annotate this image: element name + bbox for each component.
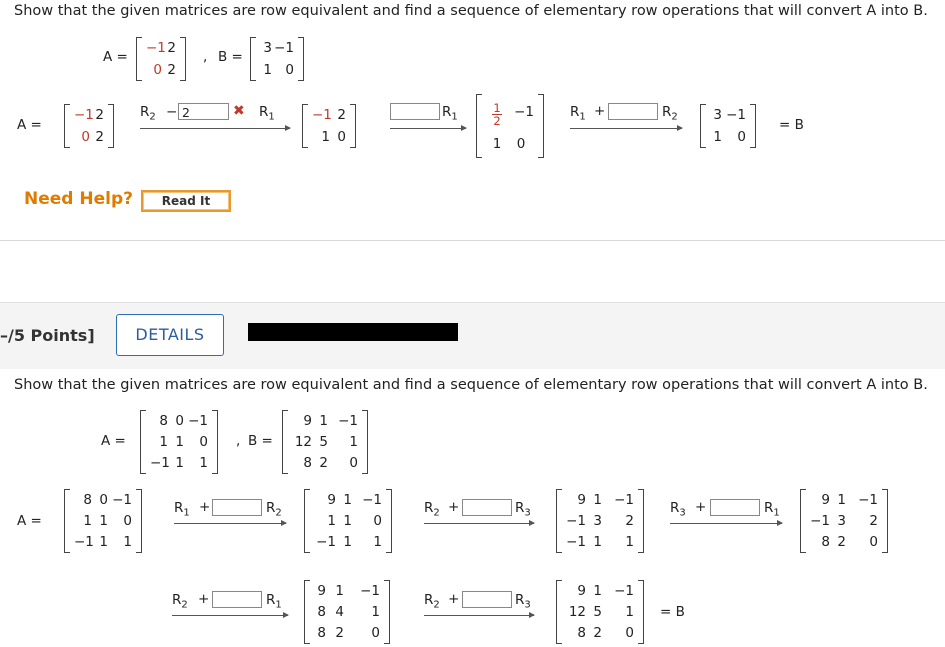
cell: 1 [593,491,602,508]
cell: −1 [614,582,634,599]
cell: 1 [159,433,168,450]
cell: −1 [74,534,94,551]
cell: 0 [373,512,382,529]
p1-op1-minus: − [166,104,178,120]
cell: 9 [327,491,336,508]
cell: 1 [199,455,208,472]
cell: 9 [317,582,326,599]
cell: −1 [274,40,294,56]
arrow-icon [570,128,682,129]
cell: 8 [317,603,326,620]
divider [0,240,945,241]
p2-op4-r2: $R_2$ [172,592,188,611]
cell: 1 [99,512,108,529]
cell: 3 [713,107,722,123]
cell: 2 [335,625,344,642]
cell: 8 [821,534,830,551]
p2-op1-input[interactable] [212,499,262,516]
cell: 0 [99,491,108,508]
redaction-bar [248,323,458,341]
cell: 1 [343,534,352,551]
cell: 12 [294,433,312,450]
p2-chain-start-matrix [64,489,142,553]
p2-op4-r1: $R_1$ [266,592,282,611]
cell: 1 [837,491,846,508]
p1-chain-a-label: A = [17,117,42,133]
cell: −1 [858,491,878,508]
cell: −1 [360,582,380,599]
cell: 1 [593,582,602,599]
cell: 0 [175,412,184,429]
cell: −1 [726,107,746,123]
p2-matrix-a [140,410,218,474]
cell: 2 [869,512,878,529]
cell: 4 [335,603,344,620]
cell: 1 [175,455,184,472]
arrow-icon [424,523,534,524]
p2-op5-plus: + [448,591,460,607]
arrow-icon [670,523,782,524]
p2-op2-input[interactable] [462,499,512,516]
p1-op3-r1: $R_1$ [570,104,586,123]
cell: 0 [625,625,634,642]
cell: 8 [83,491,92,508]
p2-chain-m3 [800,489,888,553]
p1-chain-m2 [476,94,544,158]
cell: 2 [593,625,602,642]
cell: 9 [577,491,586,508]
p1-op2-r1: $R_1$ [442,104,458,123]
cell: −1 [566,512,586,529]
p2-op5-r2: $R_2$ [424,592,440,611]
p1-op1-input[interactable]: 2 [178,103,229,120]
p1-comma: , [203,49,208,65]
cell: 0 [285,62,294,78]
p2-op4-plus: + [198,591,210,607]
cell: 8 [317,625,326,642]
cell: 0 [516,136,526,153]
arrow-icon [174,523,286,524]
read-it-button[interactable]: Read It [141,190,231,212]
cell: 1 [319,412,328,429]
cell: 1 [321,129,330,145]
cell: 0 [81,129,90,145]
p2-equals-b: = B [660,604,685,620]
cell: 2 [95,129,104,145]
cell: 1 [99,534,108,551]
p2-op2-r2: $R_2$ [424,500,440,519]
cell: 8 [303,455,312,472]
p2-op1-plus: + [199,499,211,515]
cell: 1 [335,582,344,599]
cell: 0 [371,625,380,642]
cell: 0 [349,455,358,472]
p2-chain-a-label: A = [17,513,42,529]
cell: 0 [153,62,162,78]
p2-op5-r3: $R_3$ [515,592,531,611]
cell: 1 [371,603,380,620]
cell: 1 [123,534,132,551]
cell: −1 [362,491,382,508]
p2-op3-input[interactable] [710,499,760,516]
cell: 0 [337,129,346,145]
cell: −1 [146,40,166,56]
cell: −1 [316,534,336,551]
p1-chain-m3 [700,104,756,148]
arrow-icon [140,128,290,129]
cell: $\frac{1}{2}$ [493,100,501,128]
cell: 9 [303,412,312,429]
cell: −1 [188,412,208,429]
details-button[interactable]: DETAILS [116,314,224,356]
p1-chain-start-matrix [64,104,114,148]
arrow-icon [390,128,466,129]
p2-a-label: A = [101,433,126,449]
p1-equals-b: = B [779,117,804,133]
p1-op1-r1: $R_1$ [259,104,275,123]
cell: 2 [95,107,104,123]
cell: 2 [167,40,176,56]
need-help-label: Need Help? [24,189,133,209]
p2-op1-r2: $R_2$ [266,500,282,519]
cell: −1 [514,104,534,121]
p1-op1-r2: $R_2$ [140,104,156,123]
p2-op3-r3: $R_3$ [670,500,686,519]
cell: −1 [150,455,170,472]
cell: 2 [625,512,634,529]
arrow-icon [424,615,534,616]
cell: 1 [593,534,602,551]
p2-chain-m4 [304,580,390,644]
cell: 1 [83,512,92,529]
cell: −1 [74,107,94,123]
p2-op2-r3: $R_3$ [515,500,531,519]
cell: 1 [713,129,722,145]
cell: 1 [175,433,184,450]
cell: 1 [625,534,634,551]
cell: −1 [312,107,332,123]
cell: 0 [737,129,746,145]
cell: 1 [349,433,358,450]
p2-op3-plus: + [695,499,707,515]
p1-a-label: A = [103,49,128,65]
p2-comma: , [236,433,241,449]
problem2-prompt: Show that the given matrices are row equivalent and find a sequence of elementary row operations that will convert A into B. [14,377,928,393]
cell: 8 [159,412,168,429]
p1-b-label: B = [218,49,243,65]
cell: 3 [837,512,846,529]
arrow-icon [172,615,288,616]
p2-op2-plus: + [448,499,460,515]
cell: 3 [263,40,272,56]
cell: 2 [319,455,328,472]
cell: 3 [593,512,602,529]
p2-chain-m5 [556,580,644,644]
cell: 9 [821,491,830,508]
p2-chain-m2 [556,489,644,553]
incorrect-icon: ✖ [233,103,245,119]
cell: 1 [343,491,352,508]
p2-op5-input[interactable] [462,591,512,608]
cell: 0 [869,534,878,551]
cell: 1 [492,136,502,153]
cell: 1 [373,534,382,551]
p1-matrix-b [250,37,304,81]
p2-chain-m1 [304,489,392,553]
cell: 5 [319,433,328,450]
cell: 1 [343,512,352,529]
cell: −1 [810,512,830,529]
cell: 2 [167,62,176,78]
problem1-prompt: Show that the given matrices are row equivalent and find a sequence of elementary row operations that will convert A into B. [14,3,928,19]
cell: −1 [112,491,132,508]
cell: 2 [337,107,346,123]
p2-b-label: B = [248,433,273,449]
cell: 0 [123,512,132,529]
cell: 5 [593,603,602,620]
p2-op4-input[interactable] [212,591,262,608]
p2-op1-r1: $R_1$ [174,500,190,519]
cell: 2 [837,534,846,551]
p1-op3-input[interactable] [608,103,658,120]
cell: 8 [577,625,586,642]
cell: −1 [614,491,634,508]
p1-op3-plus: + [594,103,606,119]
cell: 0 [199,433,208,450]
cell: 1 [263,62,272,78]
cell: 12 [568,603,586,620]
cell: 9 [577,582,586,599]
p1-op2-input[interactable] [390,103,440,120]
cell: −1 [566,534,586,551]
p1-chain-m1 [302,104,356,148]
cell: 1 [625,603,634,620]
cell: −1 [338,412,358,429]
p1-matrix-a [136,37,186,81]
cell: 1 [327,512,336,529]
p1-op3-r2: $R_2$ [662,104,678,123]
points-label: –/5 Points] [0,326,95,345]
p2-op3-r1: $R_1$ [764,500,780,519]
p2-matrix-b [282,410,368,474]
